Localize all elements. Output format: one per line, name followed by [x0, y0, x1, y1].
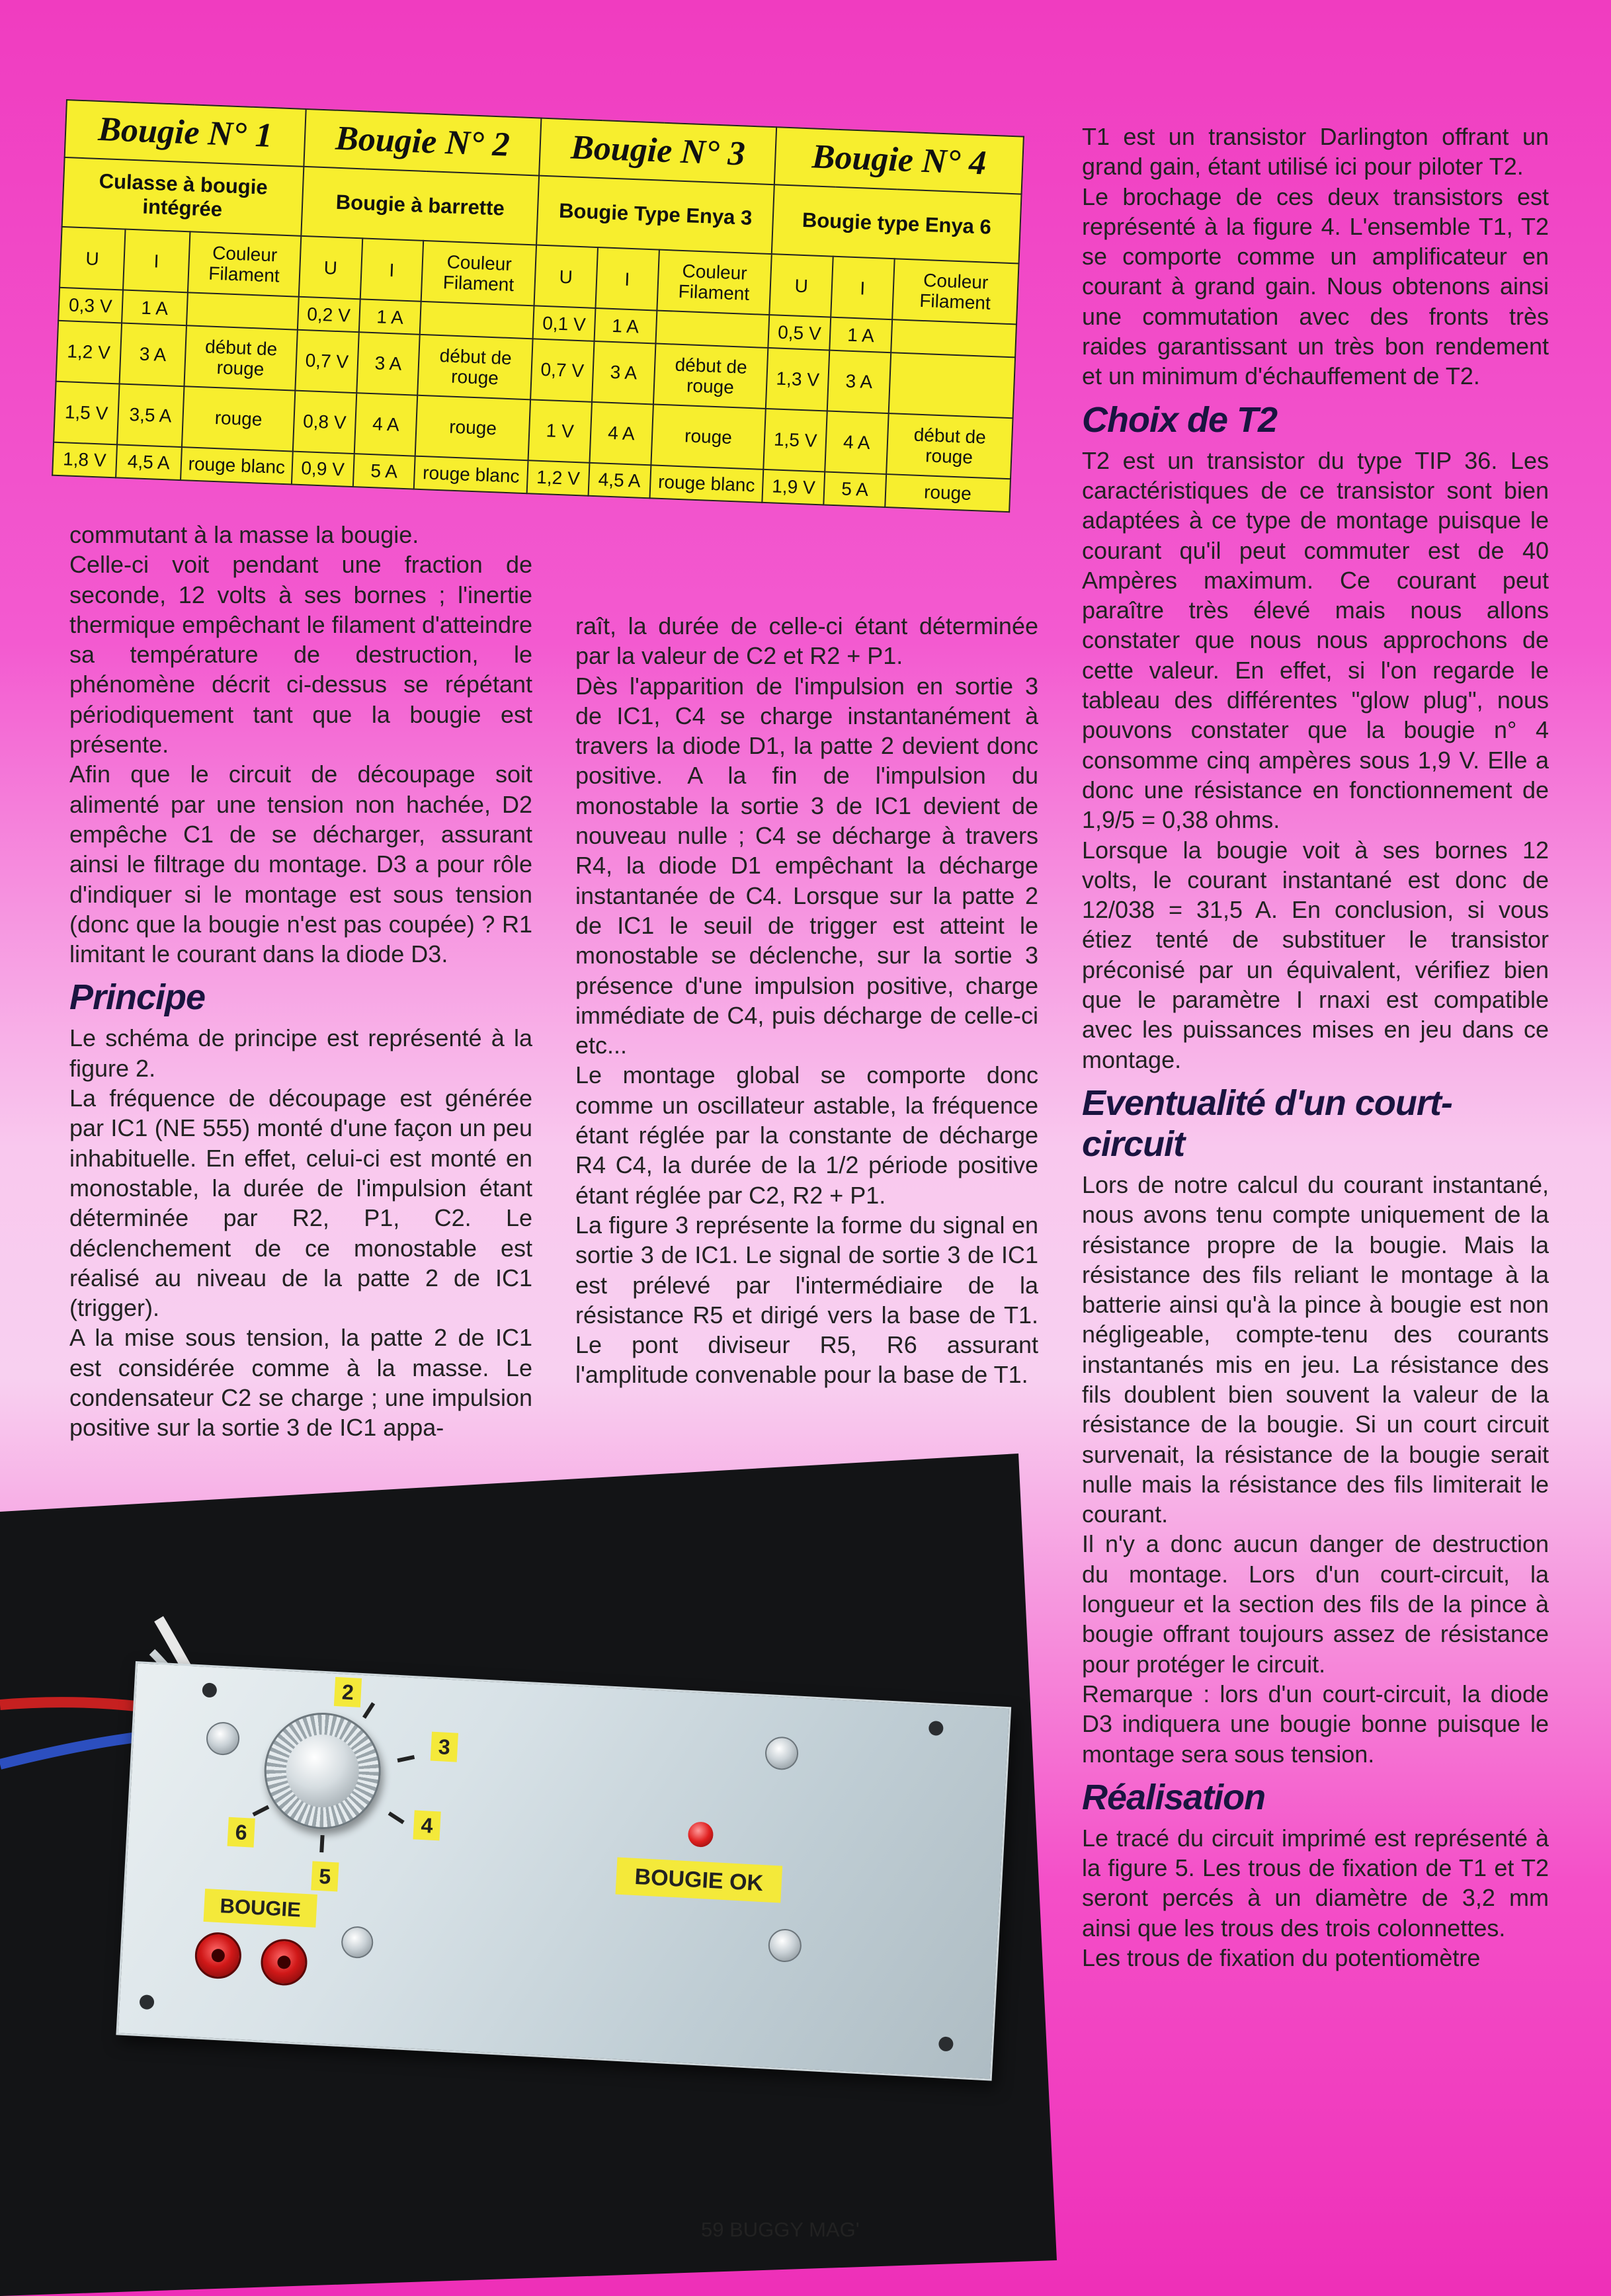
sub-i: I	[831, 257, 894, 319]
cell-u: 0,8 V	[293, 391, 356, 454]
bougie-label: BOUGIE	[204, 1889, 317, 1928]
type-bougie-1: Culasse à bougie intégrée	[62, 157, 304, 236]
paragraph: Il n'y a donc aucun danger de destruction du montage. Lors d'un court-circuit, la longueur et la section des fils de la pince à bougie offrant toujours assez de résistance pour protéger le circuit.	[1082, 1530, 1549, 1678]
cell-couleur: début de rouge	[886, 413, 1013, 479]
cell-i: 3 A	[592, 341, 655, 404]
cell-i: 5 A	[352, 454, 415, 489]
paragraph: T2 est un transistor du type TIP 36. Les caractéristiques de ce transistor sont bien adaptées à ce type de montage puisque le courant qu'il peut commuter est de 40 Ampères maximum. Ce courant peut paraître très élevé mais nous allons constater que nous nous approchons de cette valeur. En effet, si l'on regarde le tableau des différentes "glow plug", nous pouvons constater que la bougie n° 4 consomme cinq ampères sous 1,9 V. Elle a donc une résistance en fonctionnement de 1,9/5 = 0,38 ohms.	[1082, 446, 1549, 834]
cell-couleur: rouge	[182, 386, 295, 451]
sub-i: I	[595, 247, 659, 310]
paragraph: Le montage global se comporte donc comme un oscillateur astable, la fréquence étant réglée par la constante de décharge R4 C4, la durée de la 1/2 période positive étant réglée par C2, R2 + P1.	[575, 1061, 1038, 1209]
cell-i: 1 A	[122, 290, 188, 325]
dial-label-6: 6	[227, 1817, 255, 1848]
type-bougie-4: Bougie type Enya 6	[772, 184, 1021, 264]
screw-icon	[341, 1926, 374, 1959]
cell-u: 1,5 V	[764, 409, 827, 472]
dial-label-2: 2	[334, 1677, 362, 1707]
cell-i: 1 A	[829, 317, 892, 353]
cell-u: 0,3 V	[58, 288, 122, 323]
paragraph: La fréquence de découpage est générée par IC1 (NE 555) monté d'une façon un peu inhabituelle. En effet, celui-ci est monté en monostable, la durée de l'impulsion étant déterminée par R2, P1, C2. Le déclenchement de ce monostable est réalisé au niveau de la patte 2 de IC1 (trigger).	[69, 1085, 532, 1322]
cell-couleur	[655, 310, 770, 348]
sub-u: U	[770, 254, 833, 317]
sub-i: I	[360, 238, 423, 301]
cell-couleur: rouge	[885, 474, 1011, 512]
screw-icon	[768, 1928, 803, 1963]
cell-couleur: rouge blanc	[181, 447, 293, 484]
hole-icon	[929, 1721, 944, 1736]
paragraph: T1 est un transistor Darlington offrant un grand gain, étant utilisé ici pour piloter T2.	[1082, 123, 1549, 181]
header-bougie-4: Bougie N° 4	[774, 127, 1024, 194]
cell-u: 0,9 V	[292, 451, 354, 487]
cell-i: 5 A	[823, 472, 886, 507]
cell-u: 1,9 V	[763, 470, 825, 505]
column-2	[575, 611, 1038, 1390]
paragraph: Remarque : lors d'un court-circuit, la diode D3 indiquera une bougie bonne puisque le montage sera sous tension.	[1082, 1680, 1549, 1768]
cell-couleur	[420, 302, 534, 339]
cell-u: 1,2 V	[527, 460, 590, 496]
sub-u: U	[60, 227, 125, 290]
heading-realisation: Réalisation	[1082, 1777, 1266, 1817]
paragraph: Dès l'apparition de l'impulsion en sortie 3 de IC1, C4 se charge instantanément à travers la diode D1, la patte 2 devient donc positive. A la fin de l'impulsion du monostable la sortie 3 de IC1 devient de nouveau nulle ; C4 se décharge à travers R4, la diode D1 empêchant la décharge instantanée de C4. Lorsque sur la patte 2 de IC1 le seuil de trigger est atteint le monostable se déclenche, sur la sortie 3 présence d'une impulsion positive, charge immédiate de C4, puis décharge de celle-ci etc...	[575, 672, 1038, 1059]
cell-u: 0,2 V	[298, 297, 360, 333]
cell-u: 1 V	[528, 399, 592, 462]
paragraph: Afin que le circuit de découpage soit alimenté par une tension non hachée, D2 empêche C1 de se décharger, assurant ainsi le filtrage du montage. D3 a pour rôle d'indiquer si le montage est sous tension (donc que la bougie n'est pas coupée) ? R1 limitant le courant dans la diode D3.	[69, 760, 532, 968]
heading-choix-t2: Choix de T2	[1082, 399, 1278, 440]
sub-i: I	[123, 229, 190, 293]
scale-tick-icon	[362, 1702, 375, 1719]
cell-u: 0,5 V	[768, 315, 831, 350]
socket-icon[interactable]	[194, 1931, 243, 1980]
cell-couleur	[888, 352, 1015, 418]
cell-couleur: rouge	[415, 395, 530, 460]
sub-couleur: Couleur Filament	[892, 259, 1019, 324]
cell-i: 3 A	[827, 350, 891, 413]
dial-label-4: 4	[413, 1810, 440, 1840]
led-indicator-icon	[687, 1821, 714, 1848]
scale-tick-icon	[397, 1755, 415, 1762]
hole-icon	[938, 2036, 954, 2051]
hole-icon	[202, 1682, 217, 1698]
cell-couleur: début de rouge	[418, 335, 533, 399]
hole-icon	[139, 1994, 154, 2010]
cell-u: 0,7 V	[530, 339, 594, 401]
sub-couleur: Couleur Filament	[657, 250, 772, 315]
sub-couleur: Couleur Filament	[421, 241, 536, 306]
cell-couleur: début de rouge	[184, 325, 297, 390]
scale-tick-icon	[319, 1835, 324, 1852]
cell-i: 3 A	[356, 332, 420, 395]
paragraph: raît, la durée de celle-ci étant déterminée par la valeur de C2 et R2 + P1.	[575, 612, 1038, 670]
dial-label-5: 5	[311, 1861, 339, 1891]
cell-couleur: rouge	[651, 404, 766, 469]
cell-u: 1,8 V	[52, 442, 116, 478]
cell-u: 1,5 V	[54, 382, 119, 445]
paragraph: Le brochage de ces deux transistors est représenté à la figure 4. L'ensemble T1, T2 se comporte comme un amplificateur en courant à grand gain. Nous obtenons ainsi une commutation avec des fronts très raides garantissant un très bon rendement et un minimum d'échauffement de T2.	[1082, 183, 1549, 390]
paragraph: Les trous de fixation du potentiomètre	[1082, 1944, 1481, 1972]
column-1	[69, 520, 532, 1443]
cell-i: 1 A	[358, 299, 421, 335]
type-bougie-2: Bougie à barrette	[301, 166, 539, 245]
paragraph: Le schéma de principe est représenté à la figure 2.	[69, 1024, 532, 1082]
screw-icon	[206, 1721, 241, 1756]
cell-couleur: rouge blanc	[414, 456, 528, 494]
cell-couleur: rouge blanc	[649, 465, 764, 503]
paragraph: A la mise sous tension, la patte 2 de IC1 est considérée comme à la masse. Le condensateur C2 se charge ; une impulsion positive sur la sortie 3 de IC1 appa-	[69, 1324, 532, 1442]
cell-u: 0,1 V	[533, 306, 596, 341]
cell-couleur	[186, 292, 299, 329]
sub-u: U	[299, 236, 362, 299]
cell-i: 3 A	[119, 323, 186, 386]
heading-principe: Principe	[69, 977, 206, 1018]
cell-i: 4,5 A	[588, 463, 651, 499]
glow-plug-table-grid	[52, 99, 1024, 512]
paragraph: Lors de notre calcul du courant instantané, nous avons tenu compte uniquement de la résistance propre de la bougie. Mais la résistance des fils reliant le montage à la batterie ainsi qu'à la pince à bougie est non négligeable, compte-tenu des courants instantanés mis en jeu. La résistance des fils doublent bien souvent la valeur de la résistance de la bougie. Si un court circuit survenait, la résistance de la bougie serait nulle mais la résistance des fils limiterait le courant.	[1082, 1170, 1549, 1528]
cell-i: 1 A	[594, 308, 657, 344]
type-bougie-3: Bougie Type Enya 3	[536, 175, 774, 254]
page-footer: 59 BUGGY MAG'	[701, 2218, 860, 2241]
cell-i: 4 A	[589, 402, 653, 465]
sub-couleur: Couleur Filament	[188, 231, 301, 296]
cell-u: 1,2 V	[56, 321, 122, 384]
cell-u: 1,3 V	[766, 348, 829, 411]
header-bougie-1: Bougie N° 1	[65, 100, 306, 166]
paragraph: Celle-ci voit pendant une fraction de seconde, 12 volts à ses bornes ; l'inertie thermique empêchant le filament d'atteindre sa température de destruction, le phénomène décrit ci-dessus se répétant périodiquement tant que la bougie est présente.	[69, 551, 532, 758]
socket-icon[interactable]	[260, 1938, 309, 1987]
scale-tick-icon	[252, 1805, 269, 1817]
paragraph: La figure 3 représente la forme du signal en sortie 3 de IC1. Le signal de sortie 3 de IC1 est prélevé par l'intermédiaire de la résistance R5 et dirigé vers la base de T1. Le pont diviseur R5, R6 assurant l'amplitude convenable pour la base de T1.	[575, 1211, 1038, 1389]
aluminium-plate	[116, 1661, 1011, 2081]
paragraph: Le tracé du circuit imprimé est représenté à la figure 5. Les trous de fixation de T1 et T2 seront percés à un diamètre de 3,2 mm ainsi que les trous des trois colonnettes.	[1082, 1824, 1549, 1942]
dial-label-3: 3	[431, 1732, 458, 1762]
paragraph: commutant à la masse la bougie.	[69, 521, 419, 548]
cell-i: 3,5 A	[117, 384, 185, 447]
cell-couleur	[891, 319, 1016, 357]
screw-icon	[764, 1736, 800, 1771]
header-bougie-3: Bougie N° 3	[539, 118, 776, 184]
cell-i: 4 A	[825, 411, 888, 473]
cell-i: 4 A	[354, 393, 417, 456]
cell-couleur: début de rouge	[653, 343, 768, 408]
paragraph: Lorsque la bougie voit à ses bornes 12 volts, le courant instantané est donc de 12/038 = 31,5 A. En conclusion, si vous étiez tenté de substituer le transistor préconisé par un équivalent, vérifiez bien que le paramètre I rnaxi est compatible avec les puissances mises en jeu dans ce montage.	[1082, 836, 1549, 1073]
cell-u: 0,7 V	[295, 330, 358, 393]
cell-i: 4,5 A	[116, 444, 182, 480]
header-bougie-2: Bougie N° 2	[304, 109, 541, 175]
potentiometer-knob-icon[interactable]	[261, 1710, 384, 1832]
scale-tick-icon	[388, 1811, 405, 1824]
sub-u: U	[534, 245, 598, 308]
bougie-ok-label: BOUGIE OK	[616, 1858, 783, 1903]
heading-court-circuit: Eventualité d'un court-circuit	[1082, 1083, 1452, 1164]
glow-plug-table	[52, 99, 1024, 512]
column-3	[1082, 122, 1549, 1973]
